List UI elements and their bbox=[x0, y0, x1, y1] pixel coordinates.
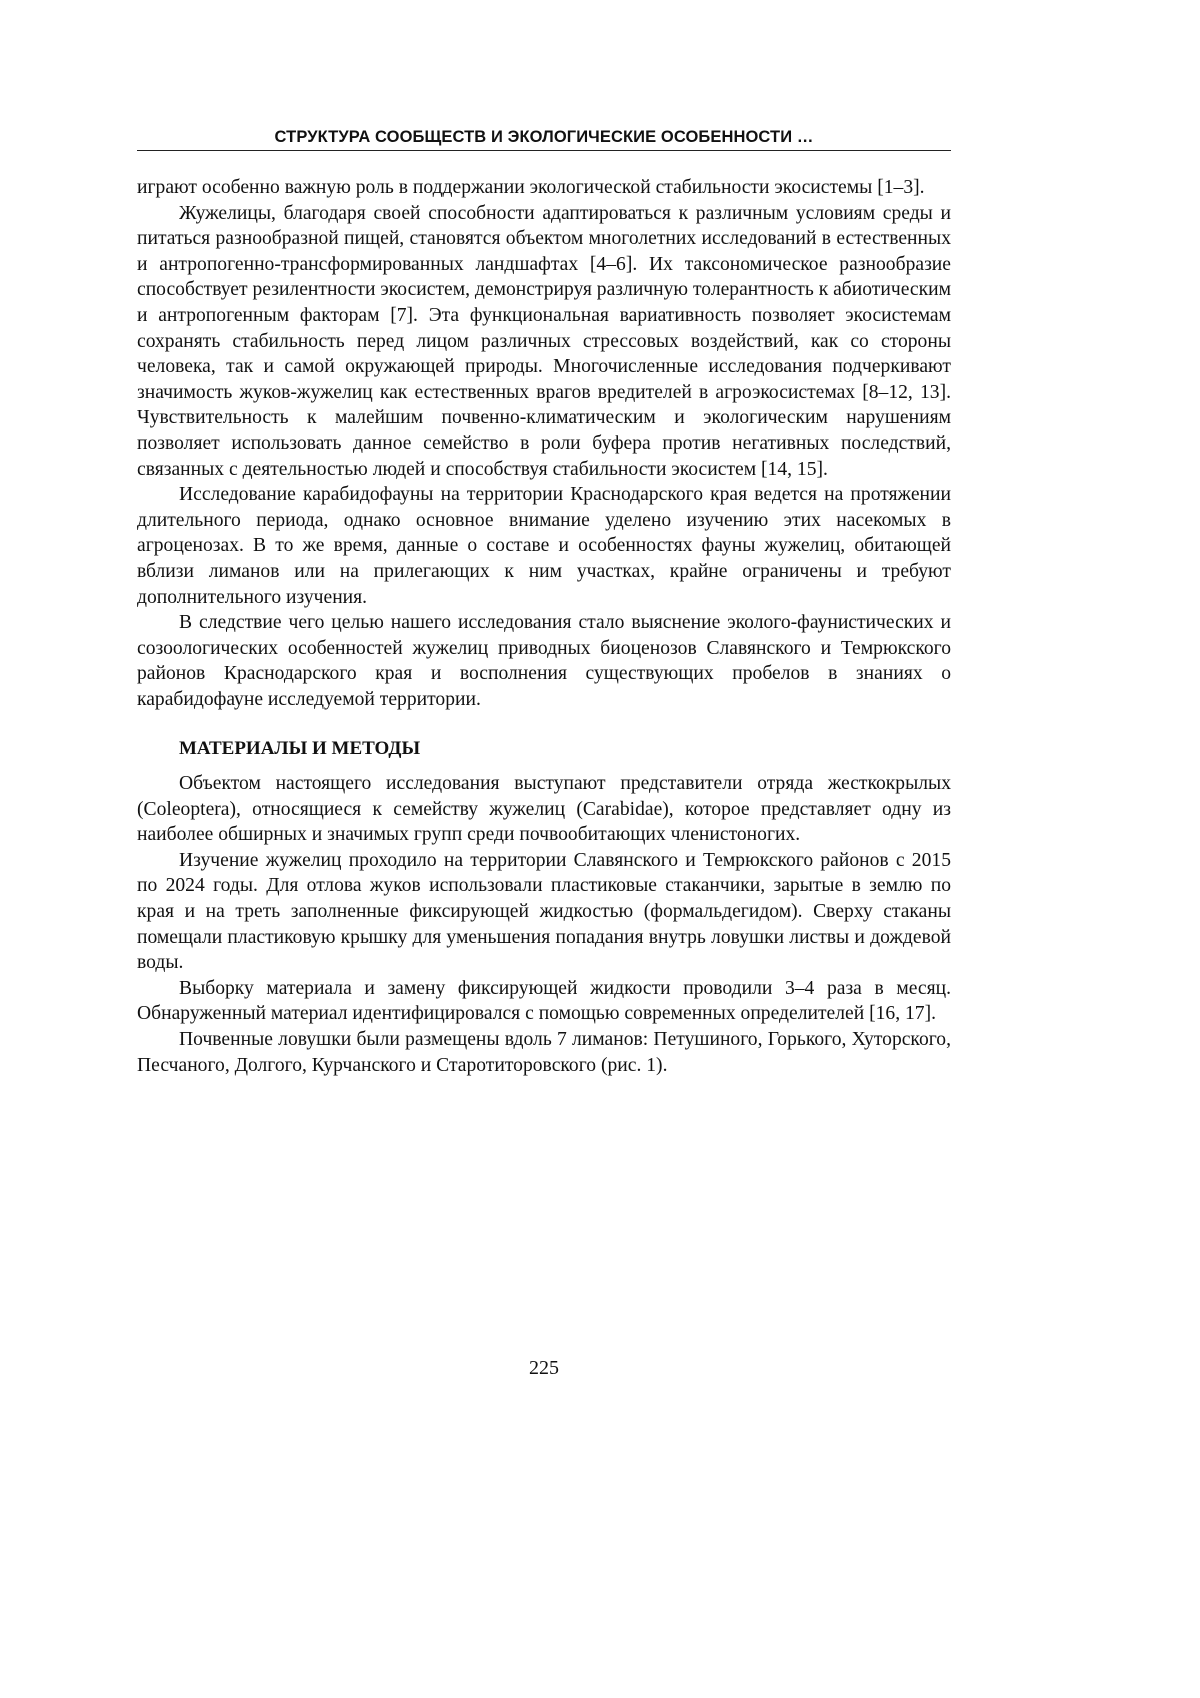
paragraph-study-aim: В следствие чего целью нашего исследования стало выяснение эколого-фаунистических и созоологических особенностей жужелиц приводных биоценозов Славянского и Темрюкского районов Краснодарского края и восполнения существующих пробелов в знаниях о карабидофауне исследуемой территории. bbox=[137, 612, 951, 710]
section-heading-methods: МАТЕРИАЛЫ И МЕТОДЫ bbox=[179, 738, 421, 760]
page-number: 225 bbox=[529, 1357, 559, 1379]
paragraph-study-object: Объектом настоящего исследования выступают представители отряда жесткокрылых (Coleoptera), относящиеся к семейству жужелиц (Carabidae), которое представляет одну из наиболее обширных и значимых групп среди почвообитающих членистоногих. bbox=[137, 773, 951, 846]
paragraph-sampling-frequency: Выборку материала и замену фиксирующей жидкости проводили 3–4 раза в месяц. Обнаруженный материал идентифицировался с помощью современных определителей [16, 17]. bbox=[137, 977, 951, 1025]
body-text bbox=[137, 175, 951, 1078]
paragraph-krasnodar-research: Исследование карабидофауны на территории Краснодарского края ведется на протяжении длительного периода, однако основное внимание уделено изучению этих насекомых в агроценозах. В то же время, данные о составе и особенностях фауны жужелиц, обитающей вблизи лиманов или на прилегающих к ним участках, крайне ограничены и требуют дополнительного изучения. bbox=[137, 484, 951, 608]
header-rule bbox=[137, 150, 951, 151]
paragraph-carabids-role: Жужелицы, благодаря своей способности адаптироваться к различным условиям среды и питаться разнообразной пищей, становятся объектом многолетних исследований в естественных и антропогенно-трансформированных ландшафтах [4–6]. Их таксономическое разнообразие способствует резилентности экосистем, демонстрируя различную толерантность к абиотическим и антропогенным факторам [7]. Эта функциональная вариативность позволяет экосистемам сохранять стабильность перед лицом различных стрессовых воздействий, как со стороны человека, так и самой окружающей природы. Многочисленные исследования подчеркивают значимость жуков-жужелиц как естественных врагов вредителей в агроэкосистемах [8–12, 13]. Чувствительность к малейшим почвенно-климатическим и экологическим нарушениям позволяет использовать данное семейство в роли буфера против негативных последствий, связанных с деятельностью людей и способствуя стабильности экосистем [14, 15]. bbox=[137, 202, 951, 480]
running-head: СТРУКТУРА СООБЩЕСТВ И ЭКОЛОГИЧЕСКИЕ ОСОБЕННОСТИ … bbox=[274, 128, 814, 146]
paragraph-continuation: играют особенно важную роль в поддержании экологической стабильности экосистемы [1–3]. bbox=[137, 177, 925, 198]
paragraph-trap-locations: Почвенные ловушки были размещены вдоль 7 лиманов: Петушиного, Горького, Хуторского, Песчаного, Долгого, Курчанского и Старотиторовского (рис. 1). bbox=[137, 1029, 951, 1076]
paragraph-sampling-method: Изучение жужелиц проходило на территории Славянского и Темрюкского районов с 2015 по 2024 годы. Для отлова жуков использовали пластиковые стаканчики, зарытые в землю по края и на треть заполненные фиксирующей жидкостью (формальдегидом). Сверху стаканы помещали пластиковую крышку для уменьшения попадания внутрь ловушки листвы и дождевой воды. bbox=[137, 849, 951, 974]
